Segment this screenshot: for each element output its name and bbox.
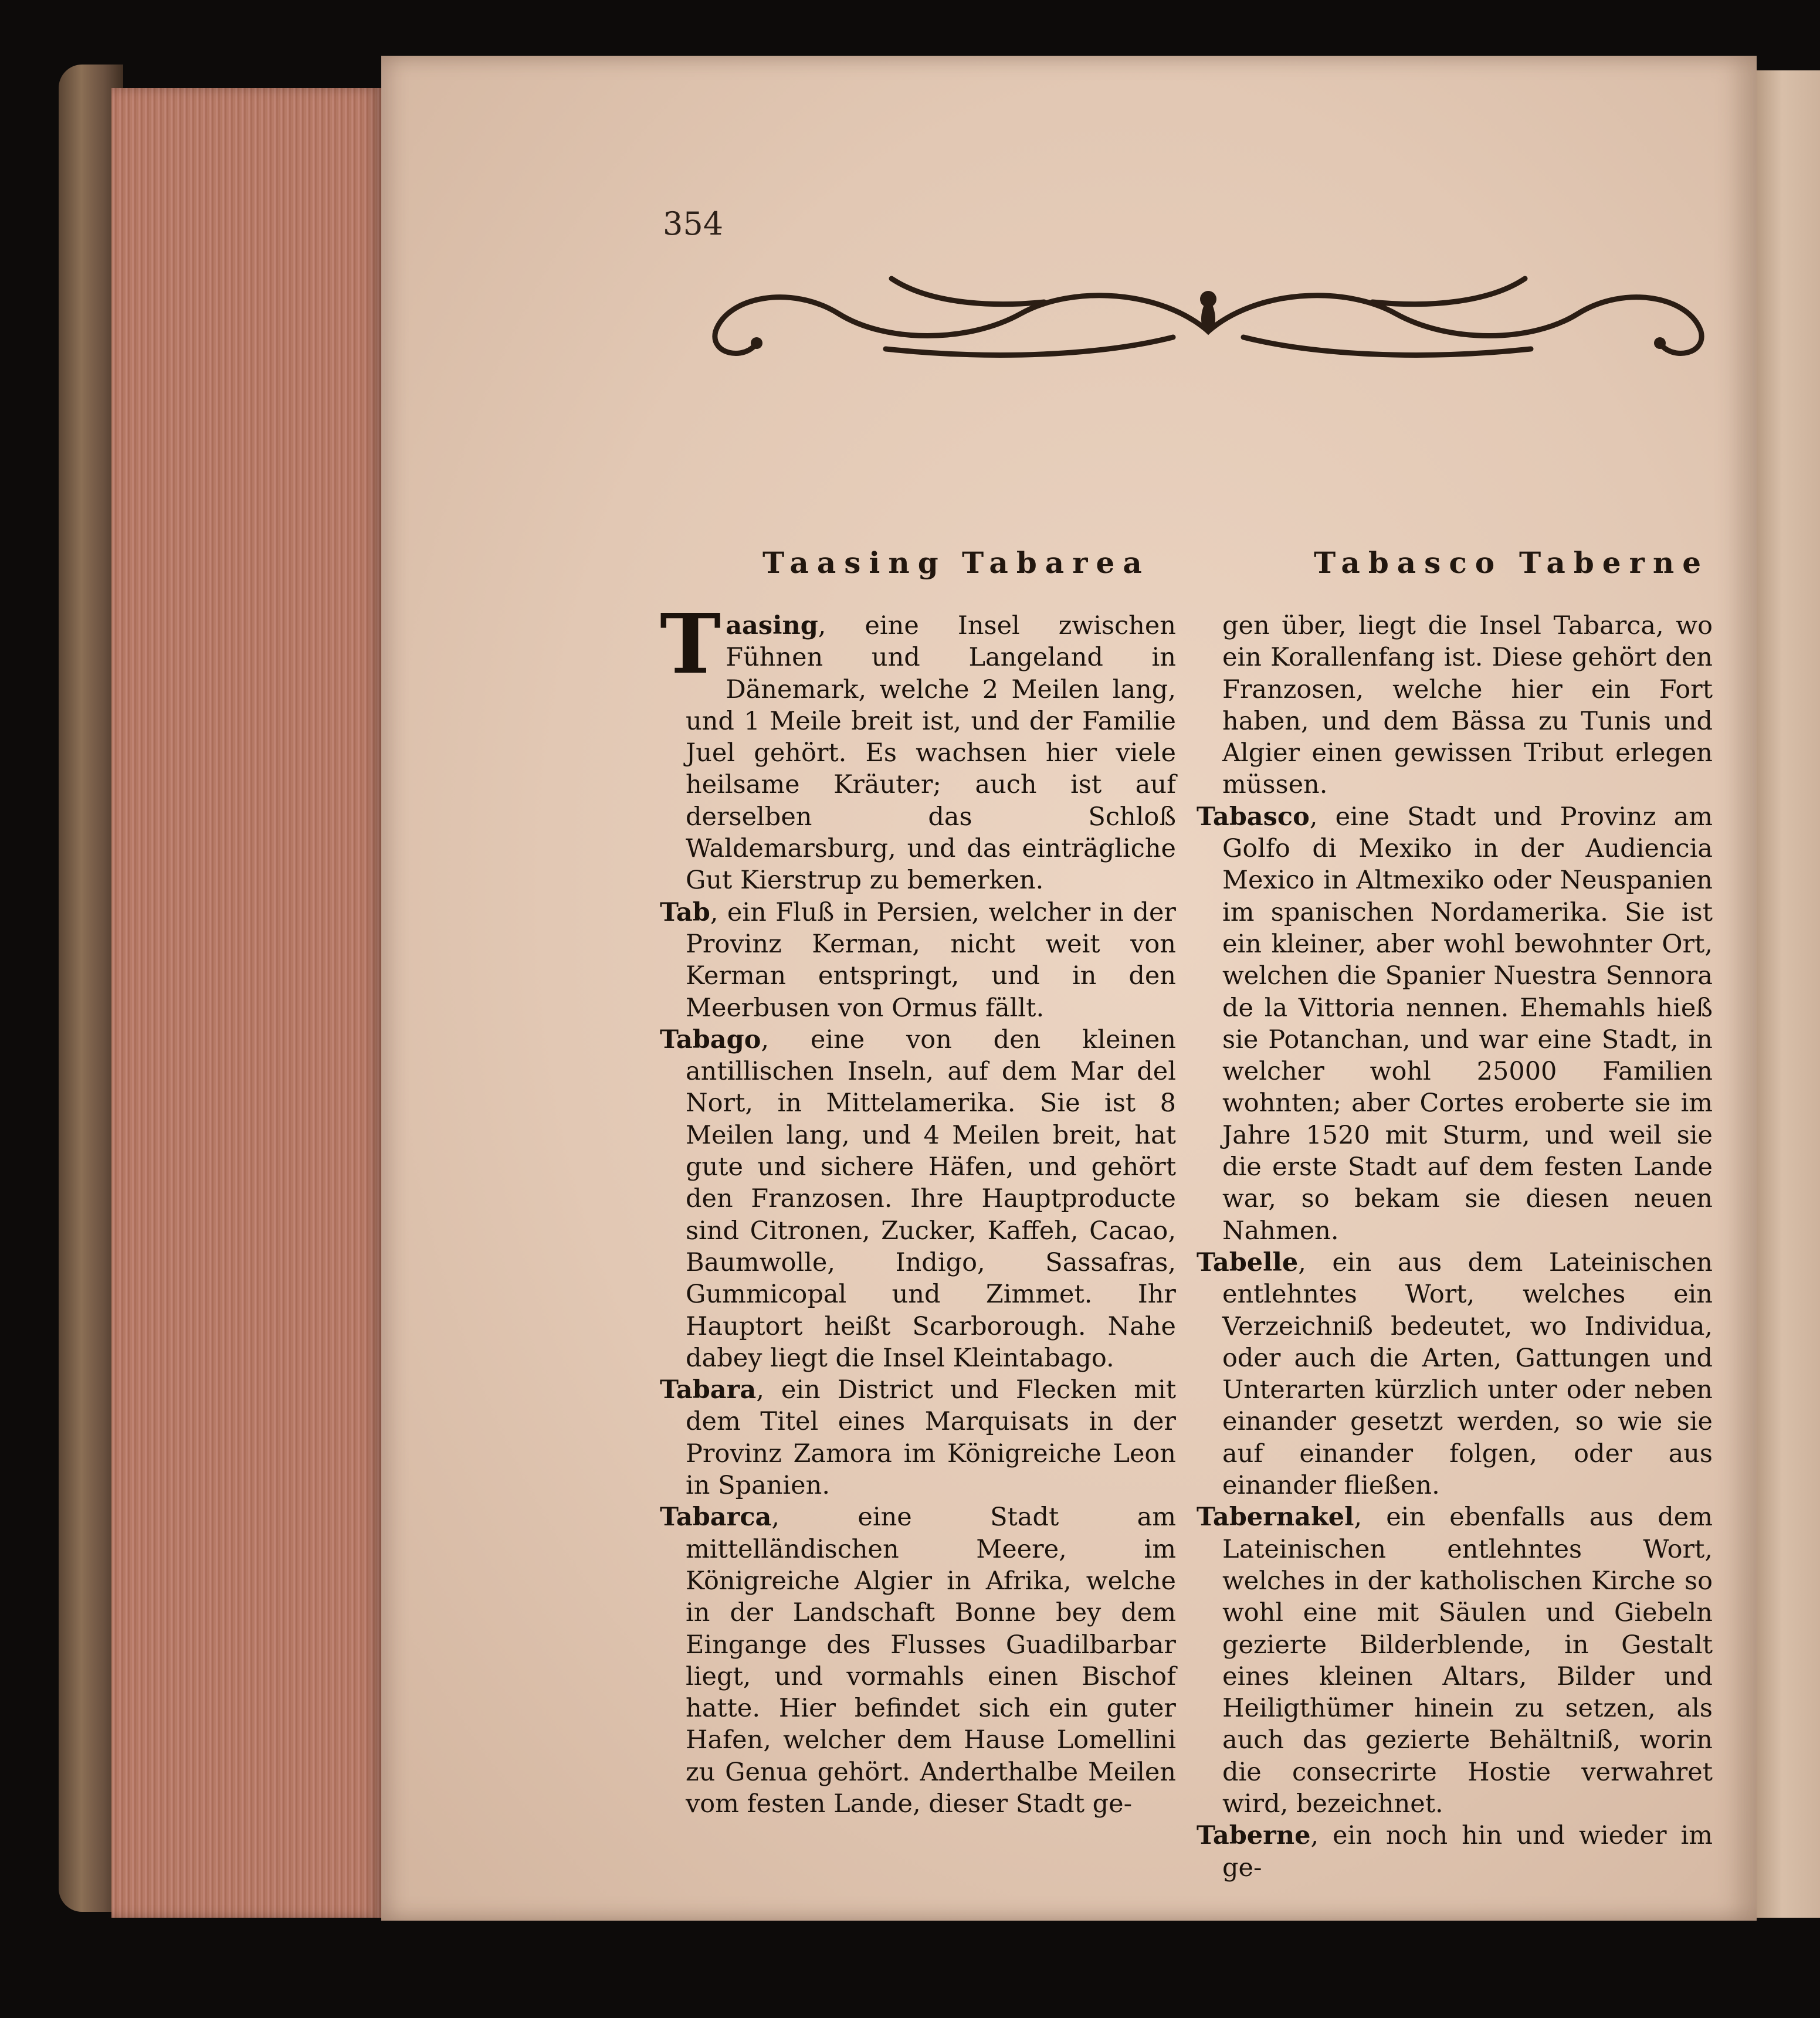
entry-text: , ein ebenfalls aus dem Lateinischen entlehntes Wort, welches in der katholischen Kirche so wohl eine mit Säulen und Giebeln gezierte Bilderblende, in Gestalt eines kleinen Altars, Bilder und Heiligthümer hinein zu setzen, als auch das gezierte Behältniß, worin die consecrirte Hostie verwahret wird, bezeichnet. (1222, 1503, 1713, 1819)
left-text-column (660, 596, 1176, 1820)
entry-taberne (1197, 1820, 1713, 1884)
entry-headword: Tab (660, 897, 710, 927)
right-text-column (1197, 610, 1713, 1884)
entry-tabara (660, 1374, 1176, 1501)
running-head-left-1: Taasing (762, 545, 947, 580)
entry-text: , ein noch hin und wieder im ge- (1222, 1821, 1713, 1883)
entry-tabago (660, 1024, 1176, 1374)
entry-headword: Tabelle (1197, 1247, 1299, 1277)
entry-tabelle (1197, 1247, 1713, 1501)
entry-continuation: gen über, liegt die Insel Tabarca, wo ein Korallenfang ist. Diese gehört den Franzosen, welche hier ein Fort haben, und dem Bässa zu Tunis und Algier einen gewissen Tribut erlegen müssen. (1222, 611, 1713, 800)
running-head-right-1: Tabasco (1314, 545, 1503, 580)
page-fore-edge (111, 88, 381, 1918)
running-head-left-2: Tabarea (962, 545, 1150, 580)
entry-headword: Tabago (660, 1025, 761, 1054)
entry-taasing (660, 596, 1176, 897)
entry-text: , eine Stadt am mittelländischen Meere, im Königreiche Algier in Afrika, welche in der Landschaft Bonne bey dem Eingange des Flusses Guadilbarbar liegt, und vormahls einen Bischof hatte. Hier befindet sich ein guter Hafen, welcher dem Hause Lomellini zu Genua gehört. Anderthalbe Meilen vom festen Lande, dieser Stadt ge- (686, 1503, 1176, 1819)
decorative-headpiece-ornament (692, 267, 1724, 367)
entry-headword: Tabarca (660, 1503, 772, 1532)
entry-text: , ein District und Flecken mit dem Titel eines Marquisats in der Provinz Zamora im Königreiche Leon in Spanien. (686, 1375, 1176, 1501)
entry-text: , eine Stadt und Provinz am Golfo di Mexiko in der Audiencia Mexico in Altmexiko oder Neuspanien im spanischen Nordamerika. Sie ist ein kleiner, aber wohl bewohnter Ort, welchen die Spanier Nuestra Sennora de la Vittoria nennen. Ehemahls hieß sie Potanchan, und war eine Stadt, in welcher wohl 25000 Familien wohnten; aber Cortes eroberte sie im Jahre 1520 mit Sturm, und weil sie die erste Stadt auf dem festen Lande war, so bekam sie diesen neuen Nahmen. (1222, 802, 1713, 1246)
entry-tabasco (1197, 801, 1713, 1247)
facing-page-edge (1757, 70, 1820, 1918)
page-number: 354 (663, 205, 724, 242)
entry-tab (660, 897, 1176, 1024)
entry-tabernakel (1197, 1501, 1713, 1820)
entry-headword: Taberne (1197, 1821, 1311, 1851)
entry-headword: Tabernakel (1197, 1503, 1354, 1532)
entry-text: , eine von den kleinen antillischen Inseln, auf dem Mar del Nort, in Mittelamerika. Sie ist 8 Meilen lang, und 4 Meilen breit, hat gute und sichere Häfen, und gehört den Franzosen. Ihre Hauptproducte sind Citronen, Zucker, Kaffeh, Cacao, Baumwolle, Indigo, Sassafras, Gummicopal und Zimmet. Ihr Hauptort heißt Scarborough. Nahe dabey liegt die Insel Kleintabago. (686, 1025, 1176, 1373)
entry-text: , eine Insel zwischen Fühnen und Langeland in Dänemark, welche 2 Meilen lang, und 1 Meile breit ist, und der Familie Juel gehört. Es wachsen hier viele heilsame Kräuter; auch ist auf derselben das Schloß Waldemarsburg, und das einträgliche Gut Kierstrup zu bemerken. (686, 611, 1176, 896)
entry-headword: Tabara (660, 1375, 757, 1405)
entry-text: , ein Fluß in Persien, welcher in der Provinz Kerman, nicht weit von Kerman entspringt, und in den Meerbusen von Ormus fällt. (686, 897, 1176, 1023)
entry-headword: Tabasco (1197, 802, 1310, 832)
entry-text: , ein aus dem Lateinischen entlehntes Wort, welches ein Verzeichniß bedeutet, wo Individua, oder auch die Arten, Gattungen und Unterarten kürzlich unter oder neben einander gesetzt werden, so wie sie auf einander folgen, oder aus einander fließen. (1222, 1247, 1713, 1501)
entry-tabarca (660, 1501, 1176, 1820)
drop-cap-initial: T (660, 596, 721, 693)
running-head-right-2: Taberne (1519, 545, 1710, 580)
entry-headword: aasing (726, 611, 818, 640)
